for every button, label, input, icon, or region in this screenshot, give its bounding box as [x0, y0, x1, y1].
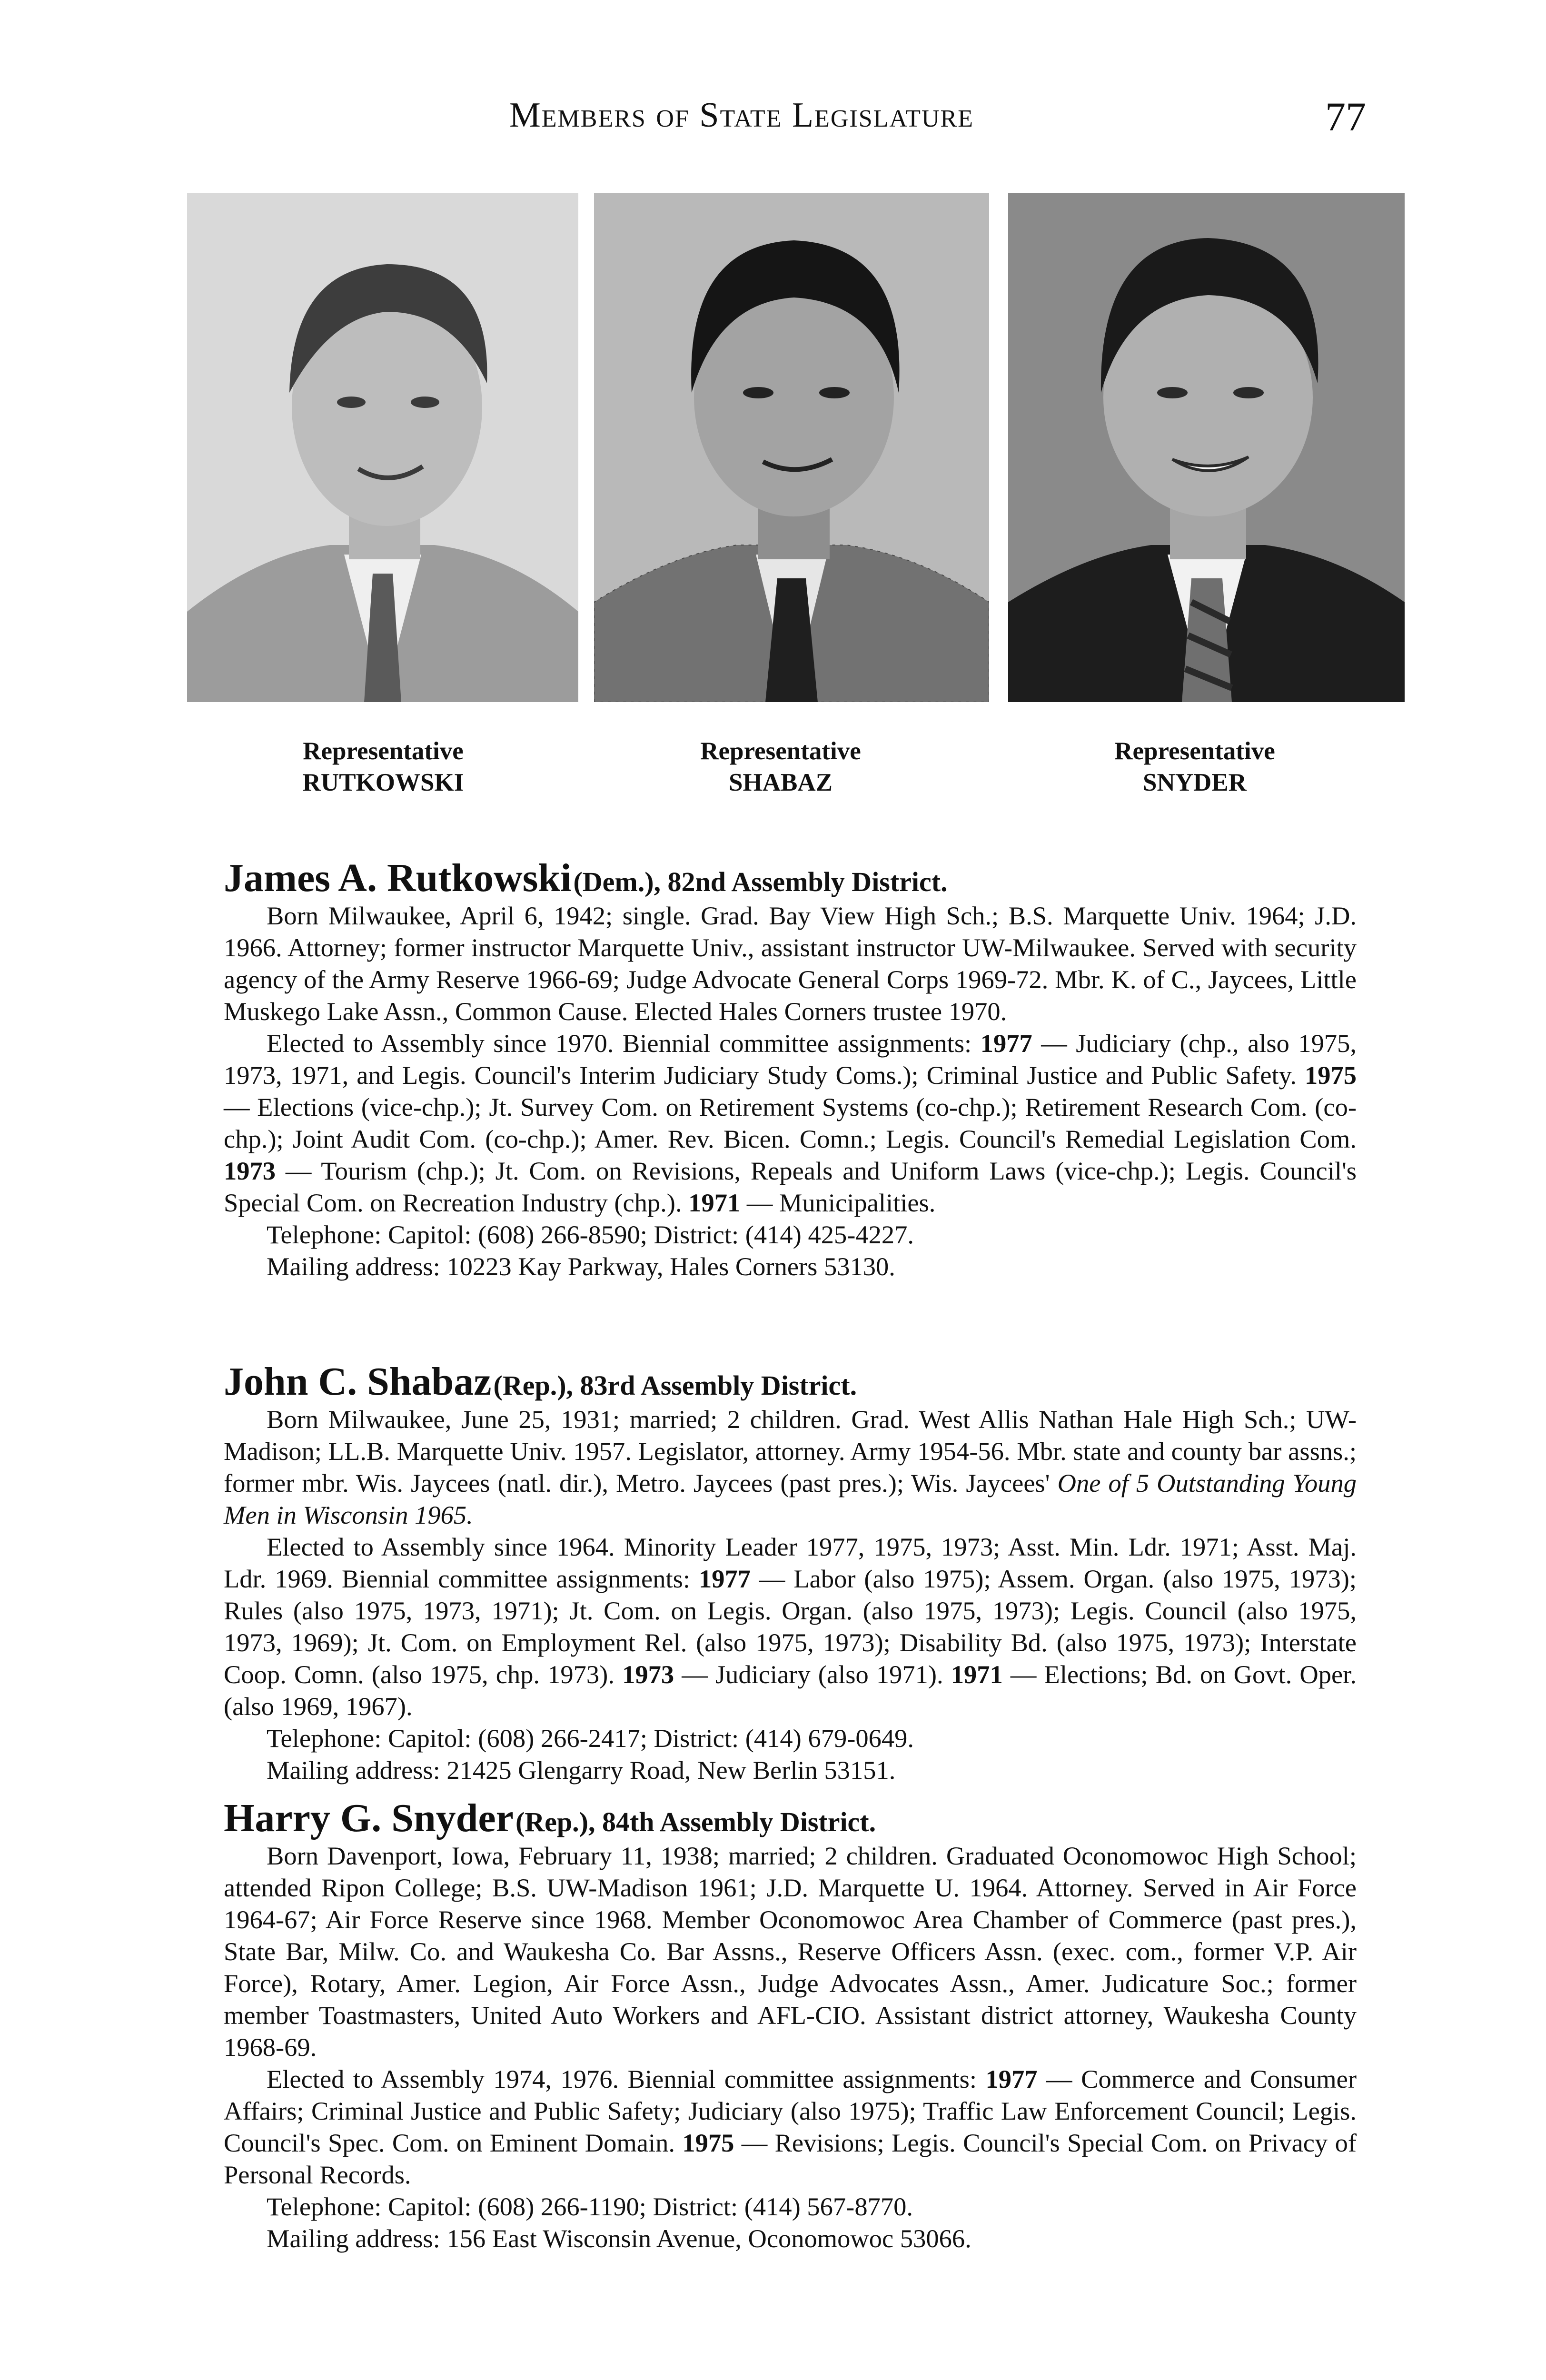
party-affiliation: (Dem.) — [573, 866, 654, 897]
caption-surname: SNYDER — [1143, 769, 1247, 796]
service-text: — Labor (also 1975); Assem. Organ. (also 1975, 1973); Rules (also 1975, 1973, 1971); Jt. Com. on Legis. Organ. (also 1975, 1973); Legis. Council (also 1975, 1973, 1969); Jt. Com. on Employment Rel. (also 1975, 1973); Disability Bd. (also 1975, 1973); Interstate Coop. Comn. (also 1975, chp. 1973). — [224, 1564, 1357, 1689]
service-text: — Judiciary (also 1971). — [674, 1660, 951, 1689]
entry-heading — [224, 1360, 1357, 1403]
photo-caption-snyder — [1028, 735, 1361, 798]
biography-paragraph: Born Milwaukee, April 6, 1942; single. Grad. Bay View High Sch.; B.S. Marquette Univ. 1964; J.D. 1966. Attorney; former instructor Marquette Univ., assistant instructor UW-Milwaukee. Served with security agency of the Army Reserve 1966-69; Judge Advocate General Corps 1969-72. Mbr. K. of C., Jaycees, Little Muskego Lake Assn., Common Cause. Elected Hales Corners trustee 1970. — [224, 901, 1357, 1026]
mailing-address-line: Mailing address: 156 East Wisconsin Avenue, Oconomowoc 53066. — [267, 2224, 971, 2253]
service-text: — Elections; Bd. on Govt. Oper. (also 1969, 1967). — [224, 1660, 1357, 1721]
session-year: 1975 — [1305, 1061, 1357, 1090]
session-year: 1971 — [688, 1188, 741, 1217]
entry-heading — [224, 1797, 1357, 1840]
session-year: 1977 — [698, 1564, 751, 1593]
assembly-district: , 83rd Assembly District. — [566, 1370, 857, 1401]
service-text: Elected to Assembly since 1964. Minority Leader 1977, 1975, 1973; Asst. Min. Ldr. 1971; Asst. Maj. Ldr. 1969. Biennial committee assignments: — [224, 1532, 1357, 1593]
biography-entry-snyder — [224, 1797, 1357, 2254]
biography-text: Born Milwaukee, June 25, 1931; married; 2 children. Grad. West Allis Nathan Hale High Sch.; UW-Madison; LL.B. Marquette Univ. 1957. Legislator, attorney. Army 1954-56. Mbr. state and county bar assns.; former mbr. Wis. Jaycees (natl. dir.), Metro. Jaycees (past pres.); Wis. Jaycees' — [224, 1405, 1357, 1497]
caption-role: Representative — [700, 737, 861, 765]
service-paragraph — [224, 1531, 1357, 1722]
service-text: — Elections (vice-chp.); Jt. Survey Com. on Retirement Systems (co-chp.); Retirement Research Com. (co-chp.); Joint Audit Com. (co-chp.); Amer. Rev. Bicen. Comn.; Legis. Council's Remedial Legislation Com. — [224, 1092, 1357, 1153]
service-text: — Judiciary (chp., also 1975, 1973, 1971, and Legis. Council's Interim Judiciary Study Coms.); Criminal Justice and Public Safety. — [224, 1029, 1357, 1090]
portrait-photo-shabaz — [594, 193, 989, 702]
portrait-photo-rutkowski — [187, 193, 578, 702]
session-year: 1975 — [682, 2128, 734, 2157]
session-year: 1971 — [951, 1660, 1003, 1689]
photo-caption-shabaz — [614, 735, 947, 798]
biography-entry-shabaz — [224, 1360, 1357, 1786]
service-text: Elected to Assembly since 1970. Biennial committee assignments: — [267, 1029, 981, 1058]
service-text: — Tourism (chp.); Jt. Com. on Revisions, Repeals and Uniform Laws (vice-chp.); Legis. Council's Special Com. on Recreation Industry (chp.). — [224, 1156, 1357, 1217]
service-text: — Municipalities. — [740, 1188, 936, 1217]
session-year: 1977 — [980, 1029, 1032, 1058]
portrait-illustration — [594, 193, 989, 702]
portrait-illustration — [187, 193, 578, 702]
caption-role: Representative — [1114, 737, 1275, 765]
assembly-district: , 84th Assembly District. — [588, 1806, 876, 1837]
service-text: — Commerce and Consumer Affairs; Criminal Justice and Public Safety; Judiciary (also 1975); Traffic Law Enforcement Council; Legis. Council's Spec. Com. on Eminent Domain. — [224, 2064, 1357, 2157]
party-affiliation: (Rep.) — [493, 1370, 566, 1401]
biography-paragraph — [224, 1403, 1357, 1531]
service-paragraph — [224, 2063, 1357, 2191]
member-name: John C. Shabaz — [224, 1359, 492, 1404]
biography-paragraph: Born Davenport, Iowa, February 11, 1938; married; 2 children. Graduated Oconomowoc High School; attended Ripon College; B.S. UW-Madison 1961; J.D. Marquette U. 1964. Attorney. Served in Air Force 1964-67; Air Force Reserve since 1968. Member Oconomowoc Area Chamber of Commerce (past pres.), State Bar, Milw. Co. and Waukesha Co. Bar Assns., Reserve Officers Assn. (exec. com., former V.P. Air Force), Rotary, Amer. Legion, Air Force Assn., Judge Advocates Assn., Amer. Judicature Soc.; former member Toastmasters, United Auto Workers and AFL-CIO. Assistant district attorney, Waukesha County 1968-69. — [224, 1841, 1357, 2062]
assembly-district: , 82nd Assembly District. — [654, 866, 948, 897]
session-year: 1973 — [224, 1156, 276, 1185]
award-title: One of 5 Outstanding Young Men in Wisconsin 1965. — [224, 1468, 1357, 1529]
member-name: Harry G. Snyder — [224, 1796, 514, 1840]
caption-surname: SHABAZ — [729, 769, 832, 796]
mailing-address-line: Mailing address: 10223 Kay Parkway, Hales Corners 53130. — [267, 1252, 895, 1281]
telephone-line: Telephone: Capitol: (608) 266-8590; District: (414) 425-4227. — [267, 1220, 914, 1249]
photo-caption-rutkowski — [217, 735, 550, 798]
session-year: 1973 — [622, 1660, 674, 1689]
session-year: 1977 — [985, 2064, 1038, 2093]
telephone-line: Telephone: Capitol: (608) 266-1190; District: (414) 567-8770. — [267, 2192, 913, 2221]
running-title: Members of State Legislature — [509, 96, 974, 135]
entry-heading — [224, 857, 1357, 900]
page-number: 77 — [1325, 94, 1366, 139]
biography-entry-rutkowski — [224, 857, 1357, 1282]
portrait-photo-snyder — [1008, 193, 1405, 702]
caption-surname: RUTKOWSKI — [302, 769, 464, 796]
service-paragraph — [224, 1027, 1357, 1219]
caption-role: Representative — [303, 737, 464, 765]
portrait-illustration — [1008, 193, 1405, 702]
service-text: Elected to Assembly 1974, 1976. Biennial committee assignments: — [267, 2064, 986, 2093]
telephone-line: Telephone: Capitol: (608) 266-2417; District: (414) 679-0649. — [267, 1724, 914, 1753]
party-affiliation: (Rep.) — [515, 1806, 588, 1837]
member-name: James A. Rutkowski — [224, 856, 572, 900]
mailing-address-line: Mailing address: 21425 Glengarry Road, New Berlin 53151. — [267, 1755, 896, 1785]
service-text: — Revisions; Legis. Council's Special Com. on Privacy of Personal Records. — [224, 2128, 1357, 2189]
